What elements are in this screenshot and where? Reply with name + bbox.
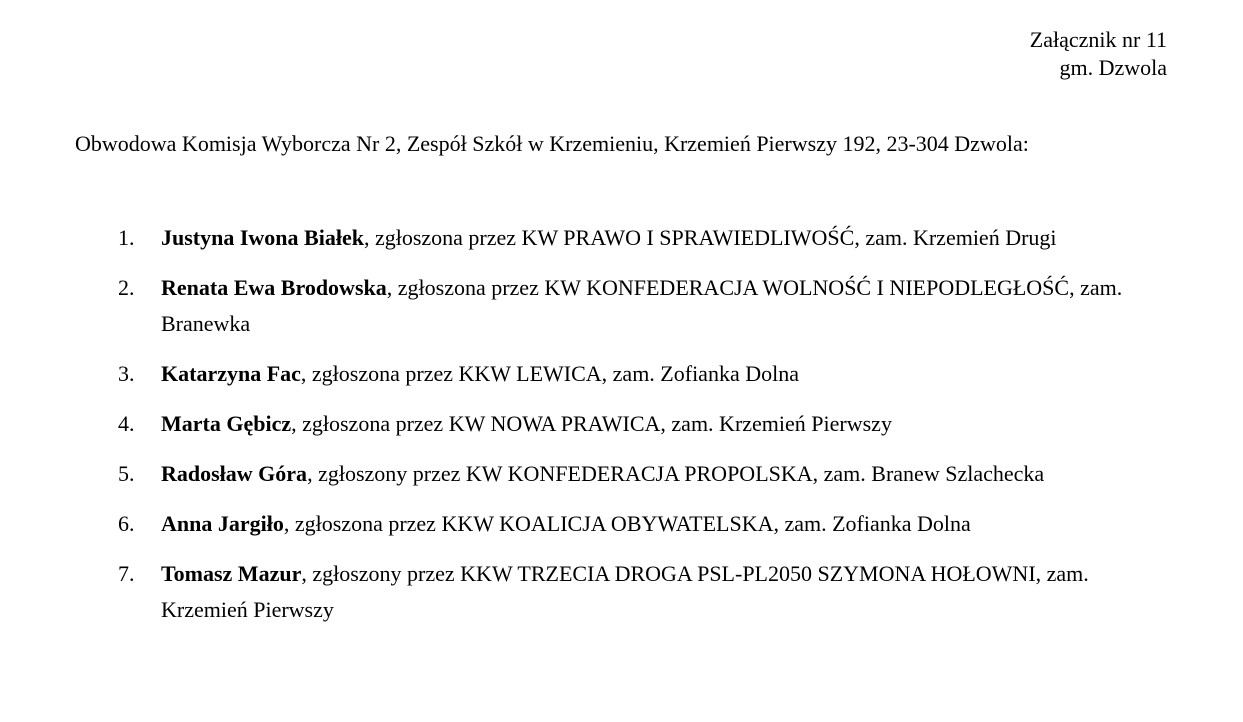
member-details: , zgłoszona przez KKW LEWICA, zam. Zofianka Dolna (300, 361, 799, 386)
list-item (118, 356, 1137, 392)
list-item-number: 2. (118, 275, 135, 300)
member-details: , zgłoszona przez KW NOWA PRAWICA, zam. Krzemień Pierwszy (291, 411, 892, 436)
member-name: Renata Ewa Brodowska (161, 275, 387, 300)
list-item (118, 456, 1137, 492)
list-item-number: 5. (118, 461, 135, 486)
member-name: Katarzyna Fac (161, 361, 301, 386)
member-name: Justyna Iwona Białek (161, 225, 364, 250)
member-text (161, 506, 1137, 542)
annex-header (0, 0, 1243, 82)
list-item (118, 270, 1137, 342)
annex-municipality: gm. Dzwola (1059, 55, 1167, 80)
member-name: Marta Gębicz (161, 411, 292, 436)
member-name: Radosław Góra (161, 461, 308, 486)
member-details: , zgłoszona przez KW KONFEDERACJA WOLNOŚĆ I NIEPODLEGŁOŚĆ, zam. Branewka (161, 275, 1123, 336)
list-item (118, 220, 1137, 256)
list-item (118, 406, 1137, 442)
member-text (161, 456, 1137, 492)
list-item-number: 6. (118, 511, 135, 536)
member-details: , zgłoszona przez KW PRAWO I SPRAWIEDLIWOŚĆ, zam. Krzemień Drugi (363, 225, 1057, 250)
member-details: , zgłoszony przez KKW TRZECIA DROGA PSL-PL2050 SZYMONA HOŁOWNI, zam. Krzemień Pierwszy (161, 561, 1089, 622)
member-text (161, 406, 1137, 442)
member-text (161, 220, 1137, 256)
list-item-number: 3. (118, 361, 135, 386)
annex-number: Załącznik nr 11 (1029, 27, 1167, 52)
member-text (161, 356, 1137, 392)
list-item (118, 556, 1137, 628)
member-name: Tomasz Mazur (161, 561, 302, 586)
list-item-number: 7. (118, 561, 135, 586)
list-item (118, 506, 1137, 542)
member-details: , zgłoszona przez KKW KOALICJA OBYWATELSKA, zam. Zofianka Dolna (283, 511, 971, 536)
member-text (161, 556, 1137, 628)
member-list (118, 220, 1137, 628)
list-item-number: 1. (118, 225, 135, 250)
member-text (161, 270, 1137, 342)
list-item-number: 4. (118, 411, 135, 436)
member-name: Anna Jargiło (161, 511, 284, 536)
commission-title: Obwodowa Komisja Wyborcza Nr 2, Zespół Szkół w Krzemieniu, Krzemień Pierwszy 192, 23-304 Dzwola: (75, 131, 1029, 156)
member-details: , zgłoszony przez KW KONFEDERACJA PROPOLSKA, zam. Branew Szlachecka (307, 461, 1045, 486)
